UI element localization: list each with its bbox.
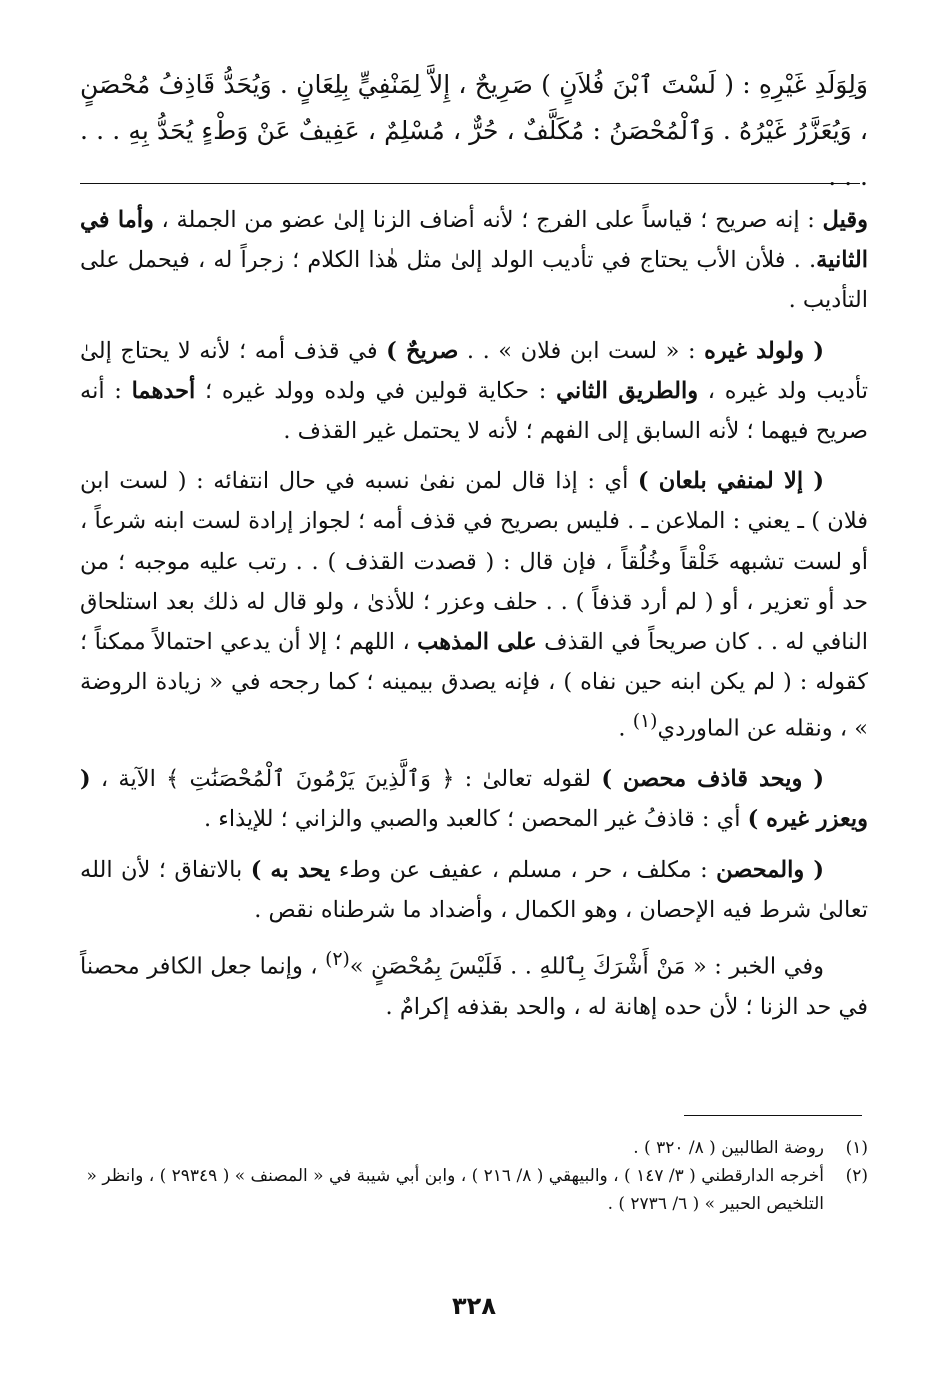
footnote-ref-2[interactable]: (٢) [325, 948, 350, 970]
footnotes [80, 1134, 868, 1218]
matn-separator-line [80, 183, 860, 184]
footnote-text: روضة الطالبين ( ٨/ ٣٢٠ ) . [633, 1138, 824, 1158]
paragraph-text: ، وإنما جعل الكافر محصناً في حد الزنا ؛ لأن حده إهانة له ، والحد بقذفه إكرامٌ . [80, 953, 868, 1020]
sharh-paragraph-2 [80, 331, 868, 452]
sharh-paragraph-1 [80, 200, 868, 321]
paragraph-text: : إنه صريح ؛ قياساً على الفرج ؛ لأنه أضاف الزنا إلىٰ عضو من الجملة ، [153, 207, 823, 233]
bold-term: ( ولولد غيره [704, 337, 824, 364]
paragraph-text: لقوله تعالىٰ : ﴿ وَٱلَّذِينَ يَرْمُونَ ٱلْمُحْصَنَٰتِ ﴾ الآية ، [90, 766, 602, 793]
bold-term: ( ويحد قاذف محصن ) [601, 766, 824, 793]
bold-term: وقيل [822, 207, 868, 233]
sharh-paragraph-5 [80, 850, 868, 930]
paragraph-text: . [618, 715, 633, 742]
footnote-ref-1[interactable]: (١) [632, 711, 658, 733]
paragraph-text: : أنه صريح فيهما ؛ لأنه السابق إلى الفهم ؛ لأنه لا يحتمل غير القذف . [80, 377, 868, 445]
paragraph-text: ، اللهم ؛ إلا أن يدعي احتمالاً ممكناً ؛ كقوله : ( لم يكن ابنه حين نفاه ) ، فإنه يصدق بيمينه ؛ كما رجحه في « زيادة الروضة » ، ونقله عن الماوردي [80, 629, 868, 742]
paragraph-text: أي : قاذفُ غير المحصن ؛ كالعبد والصبي والزاني ؛ للإيذاء . [203, 806, 748, 833]
bold-term: صريحٌ ) [386, 337, 459, 364]
bold-term: ( والمحصن [716, 856, 825, 883]
sharh-commentary [80, 200, 868, 1037]
bold-term: وأما في الثانية [80, 207, 868, 274]
bold-term: أحدهما [131, 377, 196, 404]
paragraph-text: وفي الخبر : « مَنْ أَشْرَكَ بِٱللهِ . . فَلَيْسَ بِمُحْصَنٍ » [349, 953, 825, 980]
bold-term: والطريق الثاني [556, 377, 699, 404]
footnote-text: أخرجه الدارقطني ( ٣/ ١٤٧ ) ، والبيهقي ( ٨/ ٢١٦ ) ، وابن أبي شيبة في « المصنف » ( ٢٩٣٤٩ ) ، وانظر « التلخيص الحبير » ( ٦/ ٢٧٣٦ ) . [86, 1166, 824, 1214]
sharh-paragraph-4 [80, 759, 868, 839]
paragraph-text: بالاتفاق ؛ لأن الله تعالىٰ شرط فيه الإحصان ، وهو الكمال ، وأضداد ما شرطناه نقص . [80, 856, 868, 923]
sharh-paragraph-3 [80, 461, 868, 749]
bold-term: على المذهب [417, 629, 537, 656]
matn-text: وَلِوَلَدِ غَيْرِهِ : ( لَسْتَ ٱبْنَ فُلاَنٍ ) صَرِيحٌ ، إِلاَّ لِمَنْفِيٍّ بِلِعَانٍ . وَيُحَدُّ قَاذِفُ مُحْصَنٍ ، وَيُعَزَّرُ غَيْرُهُ . وَٱلْمُحْصَنُ : مُكَلَّفٌ ، حُرٌّ ، مُسْلِمٌ ، عَفِيفٌ عَنْ وَطْءٍ يُحَدُّ بِهِ . . . . . . [80, 70, 868, 191]
bold-term: ( إلا لمنفي بلعان ) [637, 468, 824, 495]
paragraph-text: : مكلف ، حر ، مسلم ، عفيف عن وطء [330, 856, 717, 883]
sharh-paragraph-6 [80, 940, 868, 1027]
footnote-number: (٢) [845, 1166, 868, 1186]
footnote-item [80, 1134, 868, 1162]
bold-term: يحد به ) [250, 856, 331, 883]
paragraph-text: . . فلأن الأب يحتاج في تأديب الولد إلىٰ مثل هٰذا الكلام ؛ زجراً له ، فيحمل على التأديب . [80, 247, 868, 314]
paragraph-text: أي : إذا قال لمن نفىٰ نسبه في حال انتفائه : ( لست ابن فلان ) ـ يعني : الملاعن ـ . فليس بصريح في قذف أمه ؛ لجواز إرادة لست ابنه شرعاً ، أو لست تشبهه خَلْقاً وخُلُقاً ، فإن قال : ( قصدت القذف ) . . رتب عليه موجبه ؛ من حد أو تعزير ، أو ( لم أرد قذفاً ) . . حلف وعزر ؛ للأذىٰ ، ولو قال له ذلك بعد استلحاق النافي له . . كان صريحاً في القذف [80, 468, 868, 656]
footnote-number: (١) [845, 1138, 868, 1158]
paragraph-text: في قذف أمه ؛ لأنه لا يحتاج إلىٰ تأديب ولد غيره ، [80, 337, 868, 404]
bold-term: ( ويعزر غيره ) [80, 766, 868, 833]
footnote-item [80, 1162, 868, 1218]
paragraph-text: : حكاية قولين في ولده وولد غيره ؛ [195, 377, 557, 404]
footnote-separator-line [684, 1115, 862, 1116]
page-number: ٣٢٨ [452, 1292, 496, 1320]
paragraph-text: : « لست ابن فلان » . . [458, 337, 705, 364]
